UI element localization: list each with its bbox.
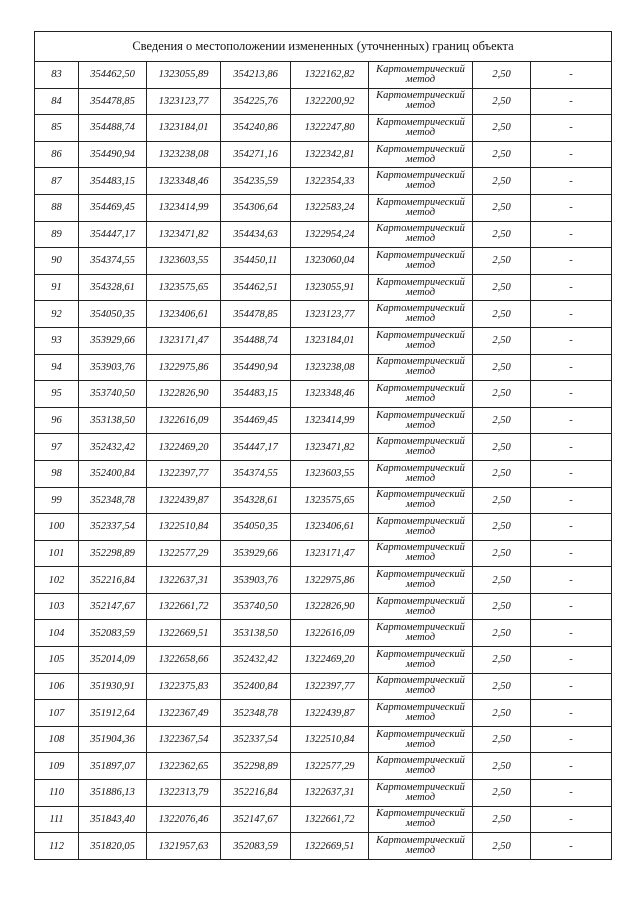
y-coordinate-cell: 1323348,46 bbox=[147, 168, 221, 195]
y-coordinate-updated-cell: 1322661,72 bbox=[291, 806, 369, 833]
method-cell: Картометрический метод bbox=[369, 248, 473, 275]
accuracy-cell: 2,50 bbox=[473, 354, 531, 381]
accuracy-cell: 2,50 bbox=[473, 833, 531, 860]
x-coordinate-cell: 354483,15 bbox=[79, 168, 147, 195]
y-coordinate-cell: 1322510,84 bbox=[147, 514, 221, 541]
y-coordinate-updated-cell: 1323575,65 bbox=[291, 487, 369, 514]
x-coordinate-updated-cell: 352147,67 bbox=[221, 806, 291, 833]
note-cell: - bbox=[531, 221, 612, 248]
x-coordinate-cell: 352014,09 bbox=[79, 647, 147, 674]
y-coordinate-updated-cell: 1322577,29 bbox=[291, 753, 369, 780]
x-coordinate-cell: 352432,42 bbox=[79, 434, 147, 461]
y-coordinate-updated-cell: 1322826,90 bbox=[291, 593, 369, 620]
y-coordinate-cell: 1322313,79 bbox=[147, 780, 221, 807]
accuracy-cell: 2,50 bbox=[473, 407, 531, 434]
x-coordinate-cell: 352298,89 bbox=[79, 540, 147, 567]
point-number-cell: 84 bbox=[35, 88, 79, 115]
accuracy-cell: 2,50 bbox=[473, 567, 531, 594]
method-cell: Картометрический метод bbox=[369, 407, 473, 434]
method-cell: Картометрический метод bbox=[369, 168, 473, 195]
x-coordinate-updated-cell: 354450,11 bbox=[221, 248, 291, 275]
x-coordinate-updated-cell: 352337,54 bbox=[221, 726, 291, 753]
y-coordinate-cell: 1322661,72 bbox=[147, 593, 221, 620]
x-coordinate-cell: 354447,17 bbox=[79, 221, 147, 248]
accuracy-cell: 2,50 bbox=[473, 806, 531, 833]
accuracy-cell: 2,50 bbox=[473, 274, 531, 301]
point-number-cell: 110 bbox=[35, 780, 79, 807]
note-cell: - bbox=[531, 88, 612, 115]
note-cell: - bbox=[531, 327, 612, 354]
note-cell: - bbox=[531, 354, 612, 381]
accuracy-cell: 2,50 bbox=[473, 115, 531, 142]
method-cell: Картометрический метод bbox=[369, 434, 473, 461]
accuracy-cell: 2,50 bbox=[473, 726, 531, 753]
accuracy-cell: 2,50 bbox=[473, 141, 531, 168]
point-number-cell: 112 bbox=[35, 833, 79, 860]
accuracy-cell: 2,50 bbox=[473, 434, 531, 461]
x-coordinate-updated-cell: 352432,42 bbox=[221, 647, 291, 674]
method-cell: Картометрический метод bbox=[369, 726, 473, 753]
note-cell: - bbox=[531, 62, 612, 89]
x-coordinate-cell: 354490,94 bbox=[79, 141, 147, 168]
method-cell: Картометрический метод bbox=[369, 673, 473, 700]
y-coordinate-cell: 1322669,51 bbox=[147, 620, 221, 647]
method-cell: Картометрический метод bbox=[369, 62, 473, 89]
y-coordinate-updated-cell: 1323603,55 bbox=[291, 460, 369, 487]
table-row bbox=[35, 673, 612, 700]
table-row bbox=[35, 194, 612, 221]
y-coordinate-cell: 1323575,65 bbox=[147, 274, 221, 301]
table-row bbox=[35, 221, 612, 248]
y-coordinate-updated-cell: 1323184,01 bbox=[291, 327, 369, 354]
y-coordinate-updated-cell: 1323060,04 bbox=[291, 248, 369, 275]
note-cell: - bbox=[531, 407, 612, 434]
table-row bbox=[35, 88, 612, 115]
x-coordinate-cell: 354478,85 bbox=[79, 88, 147, 115]
method-cell: Картометрический метод bbox=[369, 115, 473, 142]
x-coordinate-updated-cell: 354490,94 bbox=[221, 354, 291, 381]
y-coordinate-updated-cell: 1323348,46 bbox=[291, 381, 369, 408]
x-coordinate-cell: 351904,36 bbox=[79, 726, 147, 753]
x-coordinate-cell: 354462,50 bbox=[79, 62, 147, 89]
x-coordinate-updated-cell: 352083,59 bbox=[221, 833, 291, 860]
x-coordinate-updated-cell: 354225,76 bbox=[221, 88, 291, 115]
accuracy-cell: 2,50 bbox=[473, 620, 531, 647]
y-coordinate-cell: 1322658,66 bbox=[147, 647, 221, 674]
accuracy-cell: 2,50 bbox=[473, 460, 531, 487]
point-number-cell: 89 bbox=[35, 221, 79, 248]
x-coordinate-cell: 352337,54 bbox=[79, 514, 147, 541]
table-row bbox=[35, 434, 612, 461]
y-coordinate-cell: 1322577,29 bbox=[147, 540, 221, 567]
accuracy-cell: 2,50 bbox=[473, 487, 531, 514]
y-coordinate-cell: 1322616,09 bbox=[147, 407, 221, 434]
y-coordinate-updated-cell: 1323055,91 bbox=[291, 274, 369, 301]
y-coordinate-cell: 1322469,20 bbox=[147, 434, 221, 461]
method-cell: Картометрический метод bbox=[369, 620, 473, 647]
x-coordinate-cell: 354469,45 bbox=[79, 194, 147, 221]
point-number-cell: 95 bbox=[35, 381, 79, 408]
y-coordinate-cell: 1323238,08 bbox=[147, 141, 221, 168]
y-coordinate-updated-cell: 1323171,47 bbox=[291, 540, 369, 567]
accuracy-cell: 2,50 bbox=[473, 647, 531, 674]
note-cell: - bbox=[531, 460, 612, 487]
accuracy-cell: 2,50 bbox=[473, 700, 531, 727]
accuracy-cell: 2,50 bbox=[473, 753, 531, 780]
table-row bbox=[35, 700, 612, 727]
method-cell: Картометрический метод bbox=[369, 381, 473, 408]
point-number-cell: 98 bbox=[35, 460, 79, 487]
x-coordinate-cell: 353903,76 bbox=[79, 354, 147, 381]
accuracy-cell: 2,50 bbox=[473, 248, 531, 275]
note-cell: - bbox=[531, 168, 612, 195]
point-number-cell: 111 bbox=[35, 806, 79, 833]
y-coordinate-cell: 1323184,01 bbox=[147, 115, 221, 142]
x-coordinate-cell: 354050,35 bbox=[79, 301, 147, 328]
x-coordinate-updated-cell: 352400,84 bbox=[221, 673, 291, 700]
y-coordinate-cell: 1323123,77 bbox=[147, 88, 221, 115]
point-number-cell: 83 bbox=[35, 62, 79, 89]
x-coordinate-cell: 351886,13 bbox=[79, 780, 147, 807]
y-coordinate-cell: 1322637,31 bbox=[147, 567, 221, 594]
table-row bbox=[35, 301, 612, 328]
note-cell: - bbox=[531, 567, 612, 594]
method-cell: Картометрический метод bbox=[369, 647, 473, 674]
note-cell: - bbox=[531, 274, 612, 301]
method-cell: Картометрический метод bbox=[369, 780, 473, 807]
y-coordinate-updated-cell: 1323406,61 bbox=[291, 514, 369, 541]
y-coordinate-cell: 1322975,86 bbox=[147, 354, 221, 381]
table-row bbox=[35, 647, 612, 674]
y-coordinate-updated-cell: 1322162,82 bbox=[291, 62, 369, 89]
y-coordinate-updated-cell: 1323123,77 bbox=[291, 301, 369, 328]
table-row bbox=[35, 540, 612, 567]
note-cell: - bbox=[531, 726, 612, 753]
y-coordinate-updated-cell: 1323414,99 bbox=[291, 407, 369, 434]
x-coordinate-updated-cell: 352348,78 bbox=[221, 700, 291, 727]
table-row bbox=[35, 806, 612, 833]
table-row bbox=[35, 833, 612, 860]
y-coordinate-cell: 1322439,87 bbox=[147, 487, 221, 514]
method-cell: Картометрический метод bbox=[369, 540, 473, 567]
y-coordinate-updated-cell: 1322247,80 bbox=[291, 115, 369, 142]
x-coordinate-cell: 353740,50 bbox=[79, 381, 147, 408]
point-number-cell: 91 bbox=[35, 274, 79, 301]
y-coordinate-cell: 1323471,82 bbox=[147, 221, 221, 248]
y-coordinate-updated-cell: 1322616,09 bbox=[291, 620, 369, 647]
x-coordinate-updated-cell: 354240,86 bbox=[221, 115, 291, 142]
x-coordinate-updated-cell: 354447,17 bbox=[221, 434, 291, 461]
point-number-cell: 94 bbox=[35, 354, 79, 381]
x-coordinate-updated-cell: 354462,51 bbox=[221, 274, 291, 301]
note-cell: - bbox=[531, 806, 612, 833]
note-cell: - bbox=[531, 248, 612, 275]
y-coordinate-updated-cell: 1322510,84 bbox=[291, 726, 369, 753]
x-coordinate-cell: 354374,55 bbox=[79, 248, 147, 275]
x-coordinate-cell: 351912,64 bbox=[79, 700, 147, 727]
x-coordinate-updated-cell: 354235,59 bbox=[221, 168, 291, 195]
x-coordinate-cell: 351820,05 bbox=[79, 833, 147, 860]
x-coordinate-cell: 352147,67 bbox=[79, 593, 147, 620]
note-cell: - bbox=[531, 487, 612, 514]
point-number-cell: 105 bbox=[35, 647, 79, 674]
y-coordinate-cell: 1322362,65 bbox=[147, 753, 221, 780]
accuracy-cell: 2,50 bbox=[473, 88, 531, 115]
x-coordinate-updated-cell: 354483,15 bbox=[221, 381, 291, 408]
x-coordinate-cell: 354328,61 bbox=[79, 274, 147, 301]
point-number-cell: 97 bbox=[35, 434, 79, 461]
x-coordinate-updated-cell: 353740,50 bbox=[221, 593, 291, 620]
method-cell: Картометрический метод bbox=[369, 327, 473, 354]
note-cell: - bbox=[531, 194, 612, 221]
accuracy-cell: 2,50 bbox=[473, 593, 531, 620]
accuracy-cell: 2,50 bbox=[473, 168, 531, 195]
y-coordinate-cell: 1322076,46 bbox=[147, 806, 221, 833]
method-cell: Картометрический метод bbox=[369, 301, 473, 328]
accuracy-cell: 2,50 bbox=[473, 673, 531, 700]
point-number-cell: 100 bbox=[35, 514, 79, 541]
table-row bbox=[35, 514, 612, 541]
x-coordinate-cell: 351843,40 bbox=[79, 806, 147, 833]
x-coordinate-updated-cell: 354213,86 bbox=[221, 62, 291, 89]
point-number-cell: 106 bbox=[35, 673, 79, 700]
y-coordinate-cell: 1322367,54 bbox=[147, 726, 221, 753]
x-coordinate-updated-cell: 354469,45 bbox=[221, 407, 291, 434]
accuracy-cell: 2,50 bbox=[473, 62, 531, 89]
point-number-cell: 88 bbox=[35, 194, 79, 221]
y-coordinate-updated-cell: 1323238,08 bbox=[291, 354, 369, 381]
note-cell: - bbox=[531, 540, 612, 567]
y-coordinate-updated-cell: 1322397,77 bbox=[291, 673, 369, 700]
y-coordinate-cell: 1322397,77 bbox=[147, 460, 221, 487]
accuracy-cell: 2,50 bbox=[473, 221, 531, 248]
accuracy-cell: 2,50 bbox=[473, 780, 531, 807]
table-row bbox=[35, 726, 612, 753]
point-number-cell: 86 bbox=[35, 141, 79, 168]
x-coordinate-cell: 353929,66 bbox=[79, 327, 147, 354]
note-cell: - bbox=[531, 700, 612, 727]
point-number-cell: 85 bbox=[35, 115, 79, 142]
table-row bbox=[35, 780, 612, 807]
table-row bbox=[35, 274, 612, 301]
x-coordinate-updated-cell: 354374,55 bbox=[221, 460, 291, 487]
table-row bbox=[35, 381, 612, 408]
note-cell: - bbox=[531, 620, 612, 647]
point-number-cell: 90 bbox=[35, 248, 79, 275]
x-coordinate-updated-cell: 353903,76 bbox=[221, 567, 291, 594]
y-coordinate-updated-cell: 1322354,33 bbox=[291, 168, 369, 195]
table-row bbox=[35, 593, 612, 620]
y-coordinate-updated-cell: 1322954,24 bbox=[291, 221, 369, 248]
y-coordinate-cell: 1322367,49 bbox=[147, 700, 221, 727]
accuracy-cell: 2,50 bbox=[473, 540, 531, 567]
note-cell: - bbox=[531, 381, 612, 408]
method-cell: Картометрический метод bbox=[369, 194, 473, 221]
point-number-cell: 101 bbox=[35, 540, 79, 567]
x-coordinate-cell: 352348,78 bbox=[79, 487, 147, 514]
method-cell: Картометрический метод bbox=[369, 354, 473, 381]
note-cell: - bbox=[531, 141, 612, 168]
y-coordinate-updated-cell: 1323471,82 bbox=[291, 434, 369, 461]
y-coordinate-updated-cell: 1322439,87 bbox=[291, 700, 369, 727]
y-coordinate-updated-cell: 1322342,81 bbox=[291, 141, 369, 168]
x-coordinate-updated-cell: 354050,35 bbox=[221, 514, 291, 541]
y-coordinate-updated-cell: 1322669,51 bbox=[291, 833, 369, 860]
method-cell: Картометрический метод bbox=[369, 460, 473, 487]
method-cell: Картометрический метод bbox=[369, 274, 473, 301]
note-cell: - bbox=[531, 753, 612, 780]
table-row bbox=[35, 168, 612, 195]
table-body bbox=[35, 62, 612, 860]
method-cell: Картометрический метод bbox=[369, 88, 473, 115]
x-coordinate-updated-cell: 354328,61 bbox=[221, 487, 291, 514]
method-cell: Картометрический метод bbox=[369, 141, 473, 168]
point-number-cell: 92 bbox=[35, 301, 79, 328]
point-number-cell: 109 bbox=[35, 753, 79, 780]
x-coordinate-updated-cell: 354478,85 bbox=[221, 301, 291, 328]
accuracy-cell: 2,50 bbox=[473, 327, 531, 354]
table-row bbox=[35, 354, 612, 381]
y-coordinate-cell: 1323055,89 bbox=[147, 62, 221, 89]
table-row bbox=[35, 567, 612, 594]
x-coordinate-cell: 352083,59 bbox=[79, 620, 147, 647]
x-coordinate-cell: 353138,50 bbox=[79, 407, 147, 434]
point-number-cell: 102 bbox=[35, 567, 79, 594]
x-coordinate-cell: 351897,07 bbox=[79, 753, 147, 780]
method-cell: Картометрический метод bbox=[369, 833, 473, 860]
x-coordinate-cell: 352400,84 bbox=[79, 460, 147, 487]
x-coordinate-updated-cell: 353138,50 bbox=[221, 620, 291, 647]
method-cell: Картометрический метод bbox=[369, 567, 473, 594]
accuracy-cell: 2,50 bbox=[473, 514, 531, 541]
point-number-cell: 108 bbox=[35, 726, 79, 753]
note-cell: - bbox=[531, 301, 612, 328]
method-cell: Картометрический метод bbox=[369, 806, 473, 833]
table-row bbox=[35, 62, 612, 89]
point-number-cell: 104 bbox=[35, 620, 79, 647]
x-coordinate-updated-cell: 354306,64 bbox=[221, 194, 291, 221]
method-cell: Картометрический метод bbox=[369, 487, 473, 514]
table-row bbox=[35, 248, 612, 275]
method-cell: Картометрический метод bbox=[369, 753, 473, 780]
x-coordinate-updated-cell: 353929,66 bbox=[221, 540, 291, 567]
table-row bbox=[35, 327, 612, 354]
note-cell: - bbox=[531, 647, 612, 674]
table-row bbox=[35, 620, 612, 647]
y-coordinate-updated-cell: 1322583,24 bbox=[291, 194, 369, 221]
note-cell: - bbox=[531, 514, 612, 541]
table-row bbox=[35, 753, 612, 780]
y-coordinate-cell: 1323414,99 bbox=[147, 194, 221, 221]
table-row bbox=[35, 141, 612, 168]
point-number-cell: 87 bbox=[35, 168, 79, 195]
y-coordinate-cell: 1323603,55 bbox=[147, 248, 221, 275]
table-title: Сведения о местоположении измененных (уточненных) границ объекта bbox=[35, 32, 612, 62]
accuracy-cell: 2,50 bbox=[473, 194, 531, 221]
table-row bbox=[35, 460, 612, 487]
point-number-cell: 93 bbox=[35, 327, 79, 354]
method-cell: Картометрический метод bbox=[369, 221, 473, 248]
table-row bbox=[35, 115, 612, 142]
note-cell: - bbox=[531, 780, 612, 807]
method-cell: Картометрический метод bbox=[369, 514, 473, 541]
y-coordinate-updated-cell: 1322637,31 bbox=[291, 780, 369, 807]
boundary-table bbox=[34, 31, 612, 860]
document-sheet bbox=[34, 31, 611, 860]
table-row bbox=[35, 487, 612, 514]
y-coordinate-cell: 1322375,83 bbox=[147, 673, 221, 700]
method-cell: Картометрический метод bbox=[369, 593, 473, 620]
accuracy-cell: 2,50 bbox=[473, 301, 531, 328]
x-coordinate-cell: 354488,74 bbox=[79, 115, 147, 142]
x-coordinate-updated-cell: 354488,74 bbox=[221, 327, 291, 354]
point-number-cell: 99 bbox=[35, 487, 79, 514]
point-number-cell: 107 bbox=[35, 700, 79, 727]
y-coordinate-updated-cell: 1322200,92 bbox=[291, 88, 369, 115]
y-coordinate-cell: 1321957,63 bbox=[147, 833, 221, 860]
note-cell: - bbox=[531, 115, 612, 142]
y-coordinate-updated-cell: 1322469,20 bbox=[291, 647, 369, 674]
point-number-cell: 103 bbox=[35, 593, 79, 620]
accuracy-cell: 2,50 bbox=[473, 381, 531, 408]
x-coordinate-cell: 352216,84 bbox=[79, 567, 147, 594]
y-coordinate-updated-cell: 1322975,86 bbox=[291, 567, 369, 594]
y-coordinate-cell: 1323406,61 bbox=[147, 301, 221, 328]
note-cell: - bbox=[531, 673, 612, 700]
note-cell: - bbox=[531, 833, 612, 860]
x-coordinate-cell: 351930,91 bbox=[79, 673, 147, 700]
note-cell: - bbox=[531, 434, 612, 461]
x-coordinate-updated-cell: 354271,16 bbox=[221, 141, 291, 168]
x-coordinate-updated-cell: 352298,89 bbox=[221, 753, 291, 780]
note-cell: - bbox=[531, 593, 612, 620]
table-row bbox=[35, 407, 612, 434]
x-coordinate-updated-cell: 352216,84 bbox=[221, 780, 291, 807]
y-coordinate-cell: 1322826,90 bbox=[147, 381, 221, 408]
x-coordinate-updated-cell: 354434,63 bbox=[221, 221, 291, 248]
y-coordinate-cell: 1323171,47 bbox=[147, 327, 221, 354]
method-cell: Картометрический метод bbox=[369, 700, 473, 727]
point-number-cell: 96 bbox=[35, 407, 79, 434]
